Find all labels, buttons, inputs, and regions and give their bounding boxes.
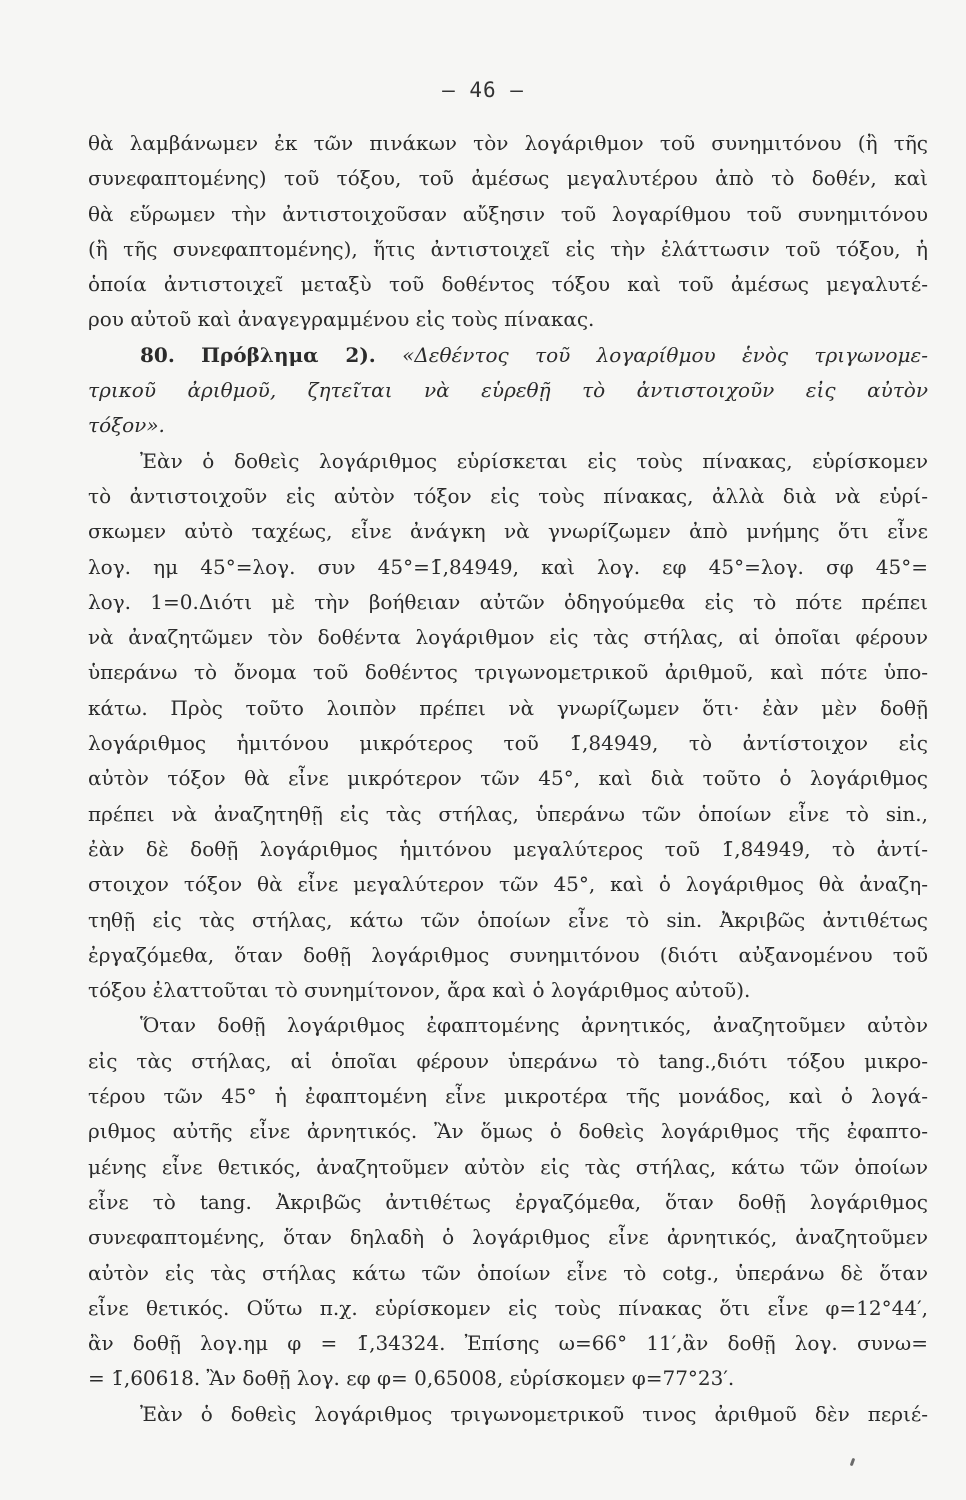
problem-number: 80. [140,342,175,367]
text-line: ἂν δοθῇ λογ.ημ φ = 1̄,34324. Ἐπίσης ω=66° 11′,ἂν δοθῇ λογ. συνω= [88,1331,928,1356]
text-line: στοιχον τόξον θὰ εἶνε μεγαλύτερον τῶν 45°, καὶ ὁ λογάριθμος θὰ ἀναζη- [88,872,928,897]
paragraph-start: Ὅταν δοθῇ λογάριθμος ἐφαπτομένης ἀρνητικός, ἀναζητοῦμεν αὐτὸν [140,1013,928,1038]
problem-heading [88,338,928,373]
text-line: ριθμος αὐτῆς εἶνε ἀρνητικός. Ἂν ὅμως ὁ δοθεὶς λογάριθμος τῆς ἐφαπτο- [88,1119,928,1144]
text-line: λογάριθμος ἡμιτόνου μικρότερος τοῦ 1̄,84949, τὸ ἀντίστοιχον εἰς [88,731,928,756]
text-line: εἶνε θετικός. Οὕτω π.χ. εὑρίσκομεν εἰς τοὺς πίνακας ὅτι εἶνε φ=12°44′, [88,1295,928,1320]
text-line: πρέπει νὰ ἀναζητηθῇ εἰς τὰς στήλας, ὑπεράνω τῶν ὁποίων εἶνε τὸ sin., [88,801,928,826]
text-line: εἶνε τὸ tang. Ἀκριβῶς ἀντιθέτως ἐργαζόμεθα, ὅταν δοθῇ λογάριθμος [88,1189,928,1214]
text-line: εἰς τὰς στήλας, αἱ ὁποῖαι φέρουν ὑπεράνω τὸ tang.,διότι τόξου μικρο- [88,1048,928,1073]
text-line: λογ. ημ 45°=λογ. συν 45°=1̄,84949, καὶ λογ. εφ 45°=λογ. σφ 45°= [88,554,928,579]
problem-title-part-1: «Δεθέντος τοῦ λογαρίθμου ἑνὸς τριγωνομε- [402,342,928,367]
text-line: = 1̄,60618. Ἂν δοθῇ λογ. εφ φ= 0,65008, εὑρίσκομεν φ=77°23′. [88,1366,735,1391]
problem-label: Πρόβλημα 2). [201,342,376,367]
text-line: ὁποία ἀντιστοιχεῖ μεταξὺ τοῦ δοθέντος τόξου καὶ τοῦ ἀμέσως μεγαλυτέ- [88,272,928,297]
text-line: ρου αὐτοῦ καὶ ἀναγεγραμμένου εἰς τοὺς πίνακας. [88,307,595,332]
text-line: τὸ ἀντιστοιχοῦν εἰς αὐτὸν τόξον εἰς τοὺς πίνακας, ἀλλὰ διὰ νὰ εὑρί- [88,483,928,508]
text-line: ἐὰν δὲ δοθῇ λογάριθμος ἡμιτόνου μεγαλύτερος τοῦ 1̄,84949, τὸ ἀντί- [88,836,928,861]
text-line: λογ. 1=0.Διότι μὲ τὴν βοήθειαν αὐτῶν ὁδηγούμεθα εἰς τὸ πότε πρέπει [88,589,928,614]
text-line: τόξου ἐλαττοῦται τὸ συνημίτονον, ἄρα καὶ ὁ λογάριθμος αὐτοῦ). [88,978,751,1003]
page-text [88,126,928,1432]
problem-title-part-2: τρικοῦ ἀριθμοῦ, ζητεῖται νὰ εὑρεθῇ τὸ ἀντιστοιχοῦν εἰς αὐτὸν [88,378,928,403]
paragraph-start: Ἐὰν ὁ δοθεὶς λογάριθμος εὑρίσκεται εἰς τοὺς πίνακας, εὑρίσκομεν [140,448,928,473]
text-line: αὐτὸν τόξον θὰ εἶνε μικρότερον τῶν 45°, καὶ διὰ τοῦτο ὁ λογάριθμος [88,766,928,791]
text-line: μένης εἶνε θετικός, ἀναζητοῦμεν αὐτὸν εἰς τὰς στήλας, κάτω τῶν ὁποίων [88,1154,928,1179]
text-line: ὑπεράνω τὸ ὄνομα τοῦ δοθέντος τριγωνομετρικοῦ ἀριθμοῦ, καὶ πότε ὑπο- [88,660,928,685]
text-line: κάτω. Πρὸς τοῦτο λοιπὸν πρέπει νὰ γνωρίζωμεν ὅτι· ἐὰν μὲν δοθῇ [88,695,928,720]
paragraph-start: Ἐὰν ὁ δοθεὶς λογάριθμος τριγωνομετρικοῦ τινος ἀριθμοῦ δὲν περιέ- [140,1401,928,1426]
text-line: θὰ λαμβάνωμεν ἐκ τῶν πινάκων τὸν λογάριθμον τοῦ συνημιτόνου (ἢ τῆς [88,131,928,155]
text-line: συνεφαπτομένης) τοῦ τόξου, τοῦ ἀμέσως μεγαλυτέρου ἀπὸ τὸ δοθέν, καὶ [88,166,928,191]
page-number: — 46 — [442,78,524,102]
text-line: συνεφαπτομένης, ὅταν δηλαδὴ ὁ λογάριθμος εἶνε ἀρνητικός, ἀναζητοῦμεν [88,1225,928,1250]
text-line: τέρου τῶν 45° ἡ ἐφαπτομένη εἶνε μικροτέρα τῆς μονάδος, καὶ ὁ λογά- [88,1084,928,1109]
text-line: θὰ εὕρωμεν τὴν ἀντιστοιχοῦσαν αὔξησιν τοῦ λογαρίθμου τοῦ συνημιτόνου [88,201,928,226]
text-line: αὐτὸν εἰς τὰς στήλας κάτω τῶν ὁποίων εἶνε τὸ cotg., ὑπεράνω δὲ ὅταν [88,1260,928,1285]
text-line: νὰ ἀναζητῶμεν τὸν δοθέντα λογάριθμον εἰς τὰς στήλας, αἱ ὁποῖαι φέρουν [88,625,928,650]
text-line: τηθῇ εἰς τὰς στήλας, κάτω τῶν ὁποίων εἶνε τὸ sin. Ἀκριβῶς ἀντιθέτως [88,907,928,932]
problem-title-part-3: τόξον». [88,413,165,438]
text-line: σκωμεν αὐτὸ ταχέως, εἶνε ἀνάγκη νὰ γνωρίζωμεν ἀπὸ μνήμης ὅτι εἶνε [88,519,928,544]
text-line: (ἢ τῆς συνεφαπτομένης), ἥτις ἀντιστοιχεῖ εἰς τὴν ἐλάττωσιν τοῦ τόξου, ἡ [88,236,928,261]
ink-speck [850,1458,856,1467]
text-line: ἐργαζόμεθα, ὅταν δοθῇ λογάριθμος συνημιτόνου (διότι αὐξανομένου τοῦ [88,942,928,967]
